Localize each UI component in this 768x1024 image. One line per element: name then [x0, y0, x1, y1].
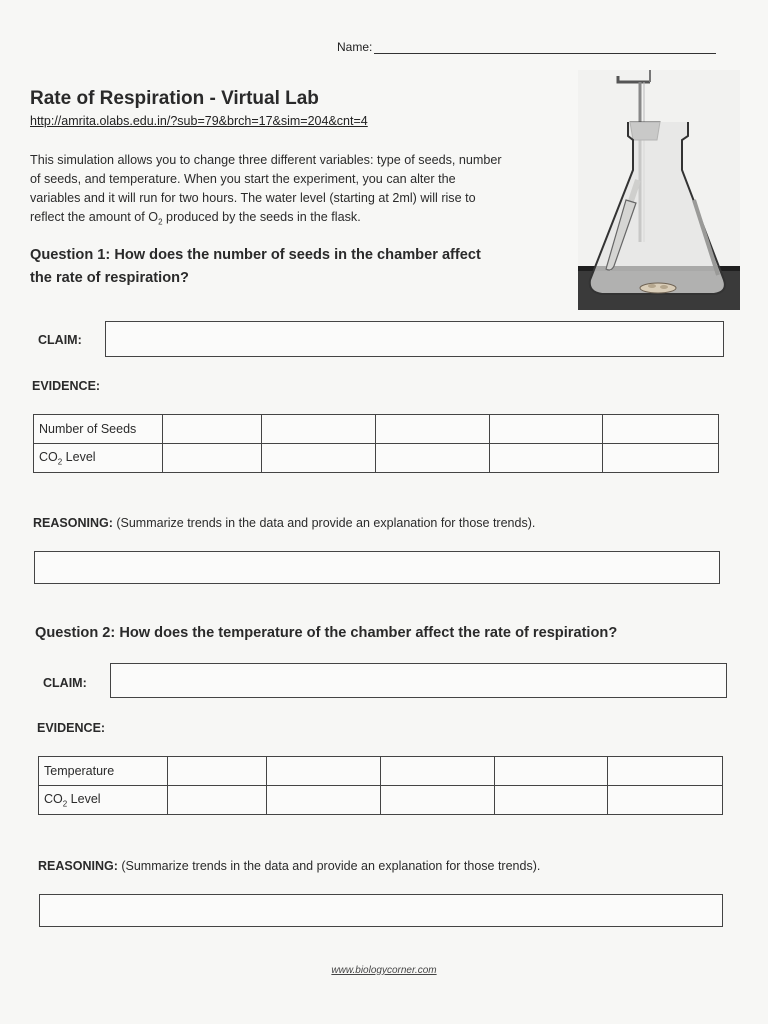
- q2-reasoning-label: REASONING:: [38, 859, 118, 873]
- table-row: [34, 444, 719, 473]
- q2-row1-header: [39, 757, 168, 786]
- intro-o2-subscript: 2: [158, 217, 163, 227]
- q1-co2-post: Level: [62, 449, 96, 464]
- intro-line-4-post: produced by the seeds in the flask.: [162, 210, 361, 224]
- question-2: [35, 622, 617, 645]
- q1-row1-header: [34, 415, 163, 444]
- q1-row2-header: [34, 444, 163, 473]
- q2-co2-cell-2[interactable]: [266, 786, 380, 815]
- q2-co2-subscript: 2: [62, 799, 68, 809]
- q2-temp-cell-1[interactable]: [167, 757, 266, 786]
- q2-co2-cell-4[interactable]: [495, 786, 608, 815]
- q2-row2-header: [39, 786, 168, 815]
- q2-temp-cell-5[interactable]: [608, 757, 723, 786]
- q2-temp-cell-2[interactable]: [266, 757, 380, 786]
- q2-co2-post: Level: [67, 791, 101, 806]
- name-label: Name:: [337, 40, 373, 54]
- q1-reasoning-box[interactable]: [34, 551, 720, 584]
- table-row: [39, 786, 723, 815]
- name-blank-line[interactable]: [374, 41, 716, 54]
- question-1: [30, 244, 481, 290]
- q1-evidence-label: EVIDENCE:: [32, 379, 101, 393]
- q2-claim-box[interactable]: [110, 663, 727, 698]
- intro-line-2: of seeds, and temperature. When you start the experiment, you can alter the: [30, 172, 456, 186]
- flask-icon: [578, 70, 740, 310]
- flask-illustration: [578, 70, 740, 310]
- table-row: [34, 415, 719, 444]
- q2-temp-cell-3[interactable]: [380, 757, 495, 786]
- q1-seeds-cell-1[interactable]: [162, 415, 261, 444]
- q2-co2-cell-1[interactable]: [167, 786, 266, 815]
- question-1-line-1: Question 1: How does the number of seeds in the chamber affect: [30, 247, 481, 263]
- intro-line-4: [30, 208, 570, 232]
- q1-co2-pre: CO: [39, 449, 58, 464]
- q1-seeds-cell-2[interactable]: [261, 415, 375, 444]
- q2-temp-cell-4[interactable]: [495, 757, 608, 786]
- q1-evidence-table: [33, 414, 719, 473]
- q2-reasoning-box[interactable]: [39, 894, 723, 927]
- intro-line-1: This simulation allows you to change three different variables: type of seeds, number: [30, 153, 502, 167]
- table-row: [39, 757, 723, 786]
- q1-seeds-cell-5[interactable]: [603, 415, 719, 444]
- q2-co2-cell-5[interactable]: [608, 786, 723, 815]
- intro-line-4-pre: reflect the amount of O: [30, 210, 159, 224]
- q1-claim-label: CLAIM:: [38, 333, 82, 347]
- q1-seeds-cell-4[interactable]: [490, 415, 603, 444]
- q2-evidence-table: [38, 756, 723, 815]
- q2-temperature-label: Temperature: [44, 764, 115, 778]
- q2-reasoning-prompt: [38, 859, 540, 873]
- q1-reasoning-text: (Summarize trends in the data and provide an explanation for those trends).: [112, 516, 536, 530]
- page-title: Rate of Respiration - Virtual Lab: [30, 88, 319, 109]
- q2-co2-pre: CO: [44, 791, 63, 806]
- q1-co2-subscript: 2: [57, 457, 63, 467]
- q2-claim-label: CLAIM:: [43, 676, 87, 690]
- question-2-line-1: Question 2: How does the temperature of the chamber affect the rate of respiration?: [35, 625, 618, 641]
- q1-co2-cell-3[interactable]: [375, 444, 490, 473]
- simulation-link[interactable]: http://amrita.olabs.edu.in/?sub=79&brch=17&sim=204&cnt=4: [30, 114, 368, 128]
- q2-evidence-label: EVIDENCE:: [37, 721, 106, 735]
- name-field-row: [337, 40, 716, 54]
- q2-reasoning-text: (Summarize trends in the data and provide an explanation for those trends).: [117, 859, 541, 873]
- q1-number-of-seeds-label: Number of Seeds: [39, 422, 137, 436]
- q1-claim-box[interactable]: [105, 321, 724, 357]
- intro-paragraph: [30, 151, 570, 232]
- intro-line-3: variables and it will run for two hours. The water level (starting at 2ml) will rise to: [30, 191, 476, 205]
- q1-co2-cell-5[interactable]: [603, 444, 719, 473]
- question-1-line-2: the rate of respiration?: [30, 270, 189, 286]
- q1-co2-cell-1[interactable]: [162, 444, 261, 473]
- q1-co2-cell-4[interactable]: [490, 444, 603, 473]
- q1-co2-cell-2[interactable]: [261, 444, 375, 473]
- q1-seeds-cell-3[interactable]: [375, 415, 490, 444]
- q2-co2-cell-3[interactable]: [380, 786, 495, 815]
- q1-reasoning-prompt: [33, 516, 535, 530]
- footer-link[interactable]: www.biologycorner.com: [331, 965, 437, 976]
- q1-reasoning-label: REASONING:: [33, 516, 113, 530]
